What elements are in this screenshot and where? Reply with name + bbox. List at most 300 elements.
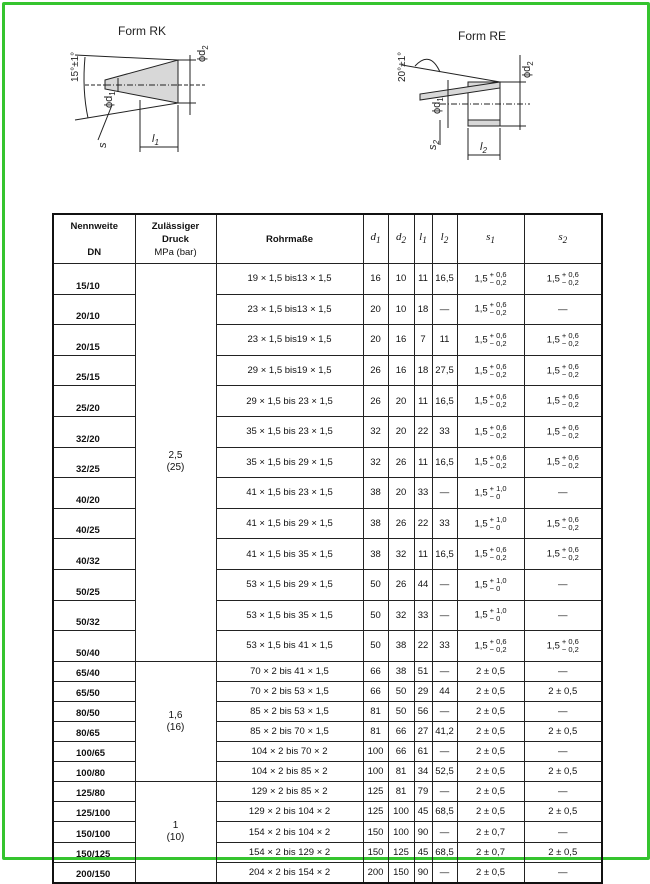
cell-d2: 26: [388, 447, 414, 478]
cell-s2: [524, 539, 602, 570]
cell-rohr: 204 × 2 bis 154 × 2: [216, 862, 363, 883]
s1-tolerance-upper: + 0,6: [489, 361, 507, 371]
cell-s2: [524, 842, 602, 862]
s1-value: 1,5: [474, 365, 488, 377]
dimension-table: [52, 213, 603, 884]
s1-tolerance: [490, 577, 507, 593]
s1-value: 2 ± 0,5: [476, 786, 505, 798]
cell-d2: 16: [388, 355, 414, 386]
s2-tolerance-lower: − 0,2: [561, 430, 579, 440]
cell-l1: 11: [414, 539, 432, 570]
cell-s1: [457, 447, 524, 478]
cell-l2: —: [432, 701, 457, 721]
s1-value: 1,5: [474, 640, 488, 652]
s1-value: 2 ± 0,5: [476, 685, 505, 697]
pressure-bar: (25): [166, 462, 185, 474]
cell-l2: 41,2: [432, 722, 457, 742]
s2-value: 1,5: [546, 426, 560, 438]
cell-dn: 125/80: [53, 782, 135, 802]
s2-value: 2 ± 0,5: [548, 766, 578, 778]
s1-tolerance: [490, 271, 507, 287]
s1-tolerance-upper: + 1,0: [489, 575, 507, 585]
s2-tolerance: [562, 271, 579, 287]
cell-s1: [457, 701, 524, 721]
cell-d1: 20: [363, 325, 388, 356]
cell-d2: 32: [388, 539, 414, 570]
cell-dn: 32/20: [53, 416, 135, 447]
cell-d1: 16: [363, 264, 388, 295]
cell-d2: 125: [388, 842, 414, 862]
cell-rohr: 41 × 1,5 bis 29 × 1,5: [216, 508, 363, 539]
cell-l2: 16,5: [432, 386, 457, 417]
cell-rohr: 104 × 2 bis 85 × 2: [216, 762, 363, 782]
s1-tolerance-upper: + 1,0: [489, 606, 507, 616]
s1-value: 2 ± 0,5: [476, 746, 505, 758]
s2-value: 1,5: [546, 273, 560, 285]
cell-d1: 38: [363, 539, 388, 570]
form-re-d1-label: $\phi d_1$: [431, 97, 445, 114]
s2-tolerance-lower: − 0,2: [561, 277, 579, 287]
cell-d1: 66: [363, 681, 388, 701]
s1-tolerance-lower: − 0,2: [489, 338, 507, 348]
cell-d2: 66: [388, 722, 414, 742]
header-d2: $d_2$: [388, 214, 414, 264]
cell-l1: 18: [414, 355, 432, 386]
cell-s1: [457, 862, 524, 883]
s1-tolerance-lower: − 0,2: [489, 430, 507, 440]
s1-tolerance-upper: + 0,6: [489, 422, 507, 432]
cell-d1: 38: [363, 478, 388, 509]
s2-value: —: [558, 866, 568, 878]
s1-value: 1,5: [474, 273, 488, 285]
cell-s2: [524, 862, 602, 883]
cell-l1: 22: [414, 508, 432, 539]
cell-l2: —: [432, 862, 457, 883]
cell-s1: [457, 478, 524, 509]
table-row: [53, 661, 602, 681]
cell-s1: [457, 539, 524, 570]
cell-d2: 26: [388, 508, 414, 539]
cell-rohr: 41 × 1,5 bis 35 × 1,5: [216, 539, 363, 570]
cell-l1: 7: [414, 325, 432, 356]
cell-l1: 33: [414, 600, 432, 631]
cell-s1: [457, 508, 524, 539]
cell-rohr: 29 × 1,5 bis19 × 1,5: [216, 355, 363, 386]
s2-value: —: [558, 579, 568, 591]
s1-tolerance: [490, 516, 507, 532]
cell-dn: 80/65: [53, 722, 135, 742]
cell-l2: 52,5: [432, 762, 457, 782]
form-rk-s-label: s: [97, 142, 109, 148]
s2-tolerance-upper: + 0,6: [561, 636, 579, 646]
s2-tolerance-upper: + 0,6: [561, 514, 579, 524]
cell-l2: —: [432, 478, 457, 509]
s1-tolerance-upper: + 0,6: [489, 330, 507, 340]
s1-tolerance: [490, 485, 507, 501]
header-pressure: Zulässiger Druck MPa (bar): [135, 214, 216, 264]
s2-tolerance: [562, 424, 579, 440]
s2-value: 1,5: [546, 640, 560, 652]
cell-rohr: 53 × 1,5 bis 35 × 1,5: [216, 600, 363, 631]
s2-tolerance-lower: − 0,2: [561, 338, 579, 348]
cell-dn: 100/65: [53, 742, 135, 762]
cell-dn: 80/50: [53, 701, 135, 721]
cell-d2: 20: [388, 416, 414, 447]
s1-tolerance-upper: + 0,6: [489, 636, 507, 646]
s2-value: —: [558, 487, 568, 499]
cell-d1: 100: [363, 742, 388, 762]
cell-s1: [457, 569, 524, 600]
cell-d1: 125: [363, 802, 388, 822]
cell-s1: [457, 742, 524, 762]
s2-value: 1,5: [546, 395, 560, 407]
cell-l2: 68,5: [432, 842, 457, 862]
cell-d1: 50: [363, 569, 388, 600]
s1-tolerance-lower: − 0,2: [489, 461, 507, 471]
header-s1: $s_1$: [457, 214, 524, 264]
cell-s1: [457, 600, 524, 631]
cell-d2: 20: [388, 478, 414, 509]
cell-s2: [524, 569, 602, 600]
cell-s1: [457, 325, 524, 356]
s1-tolerance-lower: − 0,2: [489, 369, 507, 379]
cell-rohr: 154 × 2 bis 104 × 2: [216, 822, 363, 842]
s1-tolerance: [490, 607, 507, 623]
cell-rohr: 35 × 1,5 bis 23 × 1,5: [216, 416, 363, 447]
cell-s2: [524, 742, 602, 762]
cell-rohr: 29 × 1,5 bis 23 × 1,5: [216, 386, 363, 417]
cell-l2: 68,5: [432, 802, 457, 822]
s1-tolerance-lower: − 0: [489, 583, 501, 593]
cell-dn: 150/125: [53, 842, 135, 862]
s2-value: —: [558, 303, 568, 315]
cell-l2: 44: [432, 681, 457, 701]
cell-rohr: 129 × 2 bis 85 × 2: [216, 782, 363, 802]
cell-l1: 11: [414, 447, 432, 478]
cell-l1: 90: [414, 862, 432, 883]
cell-d1: 26: [363, 355, 388, 386]
s2-value: 1,5: [546, 456, 560, 468]
cell-s1: [457, 416, 524, 447]
cell-s2: [524, 325, 602, 356]
cell-l2: 33: [432, 508, 457, 539]
s1-value: 2 ± 0,5: [476, 766, 505, 778]
cell-s2: [524, 294, 602, 325]
s1-tolerance-upper: + 0,6: [489, 545, 507, 555]
cell-l1: 29: [414, 681, 432, 701]
s2-tolerance-upper: + 0,6: [561, 392, 579, 402]
cell-d2: 81: [388, 762, 414, 782]
cell-s1: [457, 782, 524, 802]
s1-value: 1,5: [474, 456, 488, 468]
cell-d2: 66: [388, 742, 414, 762]
cell-s2: [524, 802, 602, 822]
cell-l1: 44: [414, 569, 432, 600]
cell-s2: [524, 447, 602, 478]
form-rk-angle-label: 15°±1°: [70, 51, 81, 82]
cell-d1: 50: [363, 600, 388, 631]
s1-tolerance: [490, 546, 507, 562]
form-re-s2-label: $s_2$: [427, 140, 441, 150]
cell-s1: [457, 802, 524, 822]
cell-l2: —: [432, 661, 457, 681]
s1-tolerance-lower: − 0: [489, 614, 501, 624]
cell-dn: 40/20: [53, 478, 135, 509]
cell-s2: [524, 478, 602, 509]
pressure-mpa: 2,5: [168, 450, 183, 462]
s1-tolerance-lower: − 0,2: [489, 400, 507, 410]
table-header-row: [53, 214, 602, 264]
cell-l1: 18: [414, 294, 432, 325]
cell-d1: 81: [363, 722, 388, 742]
cell-d2: 100: [388, 822, 414, 842]
form-rk-l1-label: $l_1$: [152, 133, 159, 147]
s2-tolerance: [562, 332, 579, 348]
s2-value: —: [558, 665, 568, 677]
cell-l2: 16,5: [432, 447, 457, 478]
s1-value: 1,5: [474, 609, 488, 621]
cell-l1: 27: [414, 722, 432, 742]
cell-dn: 50/25: [53, 569, 135, 600]
cell-rohr: 129 × 2 bis 104 × 2: [216, 802, 363, 822]
s2-value: —: [558, 705, 568, 717]
cell-rohr: 23 × 1,5 bis13 × 1,5: [216, 294, 363, 325]
table-row: [53, 782, 602, 802]
form-rk-title: Form RK: [118, 24, 166, 38]
s2-tolerance-lower: − 0,2: [561, 522, 579, 532]
form-re-l2-label: $l_2$: [480, 141, 487, 155]
s1-tolerance-upper: + 1,0: [489, 483, 507, 493]
cell-l2: 33: [432, 631, 457, 662]
cell-pressure-group: [135, 661, 216, 782]
s2-value: 2 ± 0,5: [548, 806, 578, 818]
cell-d2: 16: [388, 325, 414, 356]
s2-tolerance-upper: + 0,6: [561, 422, 579, 432]
cell-dn: 65/50: [53, 681, 135, 701]
s2-value: 2 ± 0,5: [548, 846, 578, 858]
cell-l1: 51: [414, 661, 432, 681]
s2-tolerance-upper: + 0,6: [561, 545, 579, 555]
cell-rohr: 53 × 1,5 bis 29 × 1,5: [216, 569, 363, 600]
header-d1: $d_1$: [363, 214, 388, 264]
pressure-mpa: 1: [172, 820, 179, 832]
cell-rohr: 154 × 2 bis 129 × 2: [216, 842, 363, 862]
s1-tolerance: [490, 363, 507, 379]
cell-l2: —: [432, 822, 457, 842]
cell-d2: 10: [388, 294, 414, 325]
s1-value: 1,5: [474, 487, 488, 499]
cell-rohr: 85 × 2 bis 70 × 1,5: [216, 722, 363, 742]
cell-dn: 100/80: [53, 762, 135, 782]
cell-pressure-group: [135, 264, 216, 662]
cell-s1: [457, 842, 524, 862]
s2-tolerance-upper: + 0,6: [561, 453, 579, 463]
cell-rohr: 70 × 2 bis 41 × 1,5: [216, 661, 363, 681]
cell-dn: 40/32: [53, 539, 135, 570]
s2-tolerance-lower: − 0,2: [561, 461, 579, 471]
s2-value: 1,5: [546, 518, 560, 530]
cell-s1: [457, 294, 524, 325]
s1-tolerance-upper: + 1,0: [489, 514, 507, 524]
cell-l2: —: [432, 294, 457, 325]
form-rk-d2-label: $\phi d_2$: [196, 45, 210, 62]
s1-tolerance: [490, 393, 507, 409]
s2-tolerance-upper: + 0,6: [561, 330, 579, 340]
s1-value: 1,5: [474, 395, 488, 407]
form-rk-drawing: [70, 24, 210, 152]
cell-d1: 26: [363, 386, 388, 417]
cell-d2: 26: [388, 569, 414, 600]
s2-tolerance-lower: − 0,2: [561, 553, 579, 563]
cell-l2: 16,5: [432, 264, 457, 295]
cell-l2: —: [432, 782, 457, 802]
cell-l1: 45: [414, 802, 432, 822]
s1-value: 2 ± 0,7: [476, 826, 505, 838]
s2-value: 1,5: [546, 334, 560, 346]
s2-value: —: [558, 609, 568, 621]
s1-value: 1,5: [474, 426, 488, 438]
s1-tolerance-lower: − 0,2: [489, 308, 507, 318]
cell-l2: 33: [432, 416, 457, 447]
header-s2: $s_2$: [524, 214, 602, 264]
header-l1: $l_1$: [414, 214, 432, 264]
cell-s2: [524, 822, 602, 842]
cell-rohr: 23 × 1,5 bis19 × 1,5: [216, 325, 363, 356]
cell-d1: 20: [363, 294, 388, 325]
cell-rohr: 85 × 2 bis 53 × 1,5: [216, 701, 363, 721]
s1-value: 1,5: [474, 548, 488, 560]
cell-rohr: 19 × 1,5 bis13 × 1,5: [216, 264, 363, 295]
s1-tolerance-lower: − 0: [489, 491, 501, 501]
cell-d1: 50: [363, 631, 388, 662]
s1-value: 2 ± 0,5: [476, 665, 505, 677]
cell-d1: 150: [363, 842, 388, 862]
cell-pressure-group: [135, 782, 216, 883]
cell-rohr: 104 × 2 bis 70 × 2: [216, 742, 363, 762]
cell-d2: 38: [388, 661, 414, 681]
cell-s1: [457, 661, 524, 681]
s2-tolerance: [562, 638, 579, 654]
s1-tolerance-lower: − 0,2: [489, 277, 507, 287]
s1-tolerance: [490, 424, 507, 440]
s1-value: 1,5: [474, 579, 488, 591]
s1-value: 1,5: [474, 518, 488, 530]
s1-tolerance: [490, 454, 507, 470]
cell-l1: 11: [414, 386, 432, 417]
cell-l2: 16,5: [432, 539, 457, 570]
cell-s2: [524, 701, 602, 721]
cell-s2: [524, 681, 602, 701]
technical-drawings: [0, 0, 650, 200]
cell-rohr: 41 × 1,5 bis 23 × 1,5: [216, 478, 363, 509]
s2-tolerance-upper: + 0,6: [561, 269, 579, 279]
s1-value: 2 ± 0,5: [476, 806, 505, 818]
cell-d2: 38: [388, 631, 414, 662]
cell-rohr: 35 × 1,5 bis 29 × 1,5: [216, 447, 363, 478]
form-rk-d1-label: $\phi d_1$: [103, 91, 117, 108]
cell-d2: 10: [388, 264, 414, 295]
cell-s1: [457, 386, 524, 417]
cell-l1: 79: [414, 782, 432, 802]
s1-value: 2 ± 0,5: [476, 705, 505, 717]
s2-value: 2 ± 0,5: [548, 726, 578, 738]
s2-value: 2 ± 0,5: [548, 685, 578, 697]
cell-s2: [524, 722, 602, 742]
s2-tolerance: [562, 546, 579, 562]
pressure-bar: (16): [166, 721, 185, 733]
cell-l2: 27,5: [432, 355, 457, 386]
pressure-bar: (10): [166, 832, 185, 844]
cell-d2: 32: [388, 600, 414, 631]
s1-tolerance-upper: + 0,6: [489, 392, 507, 402]
s1-value: 2 ± 0,5: [476, 866, 505, 878]
s1-tolerance-upper: + 0,6: [489, 453, 507, 463]
s1-value: 2 ± 0,7: [476, 846, 505, 858]
cell-l1: 33: [414, 478, 432, 509]
cell-d2: 81: [388, 782, 414, 802]
cell-l2: —: [432, 600, 457, 631]
s2-tolerance-upper: + 0,6: [561, 361, 579, 371]
s2-tolerance: [562, 516, 579, 532]
cell-s1: [457, 631, 524, 662]
s1-tolerance-lower: − 0: [489, 522, 501, 532]
cell-d1: 32: [363, 416, 388, 447]
cell-s2: [524, 386, 602, 417]
cell-rohr: 53 × 1,5 bis 41 × 1,5: [216, 631, 363, 662]
form-re-angle-label: 20°±1°: [397, 51, 408, 82]
s2-value: —: [558, 786, 568, 798]
s1-tolerance-upper: + 0,6: [489, 300, 507, 310]
cell-dn: 15/10: [53, 264, 135, 295]
cell-s1: [457, 722, 524, 742]
s1-tolerance: [490, 301, 507, 317]
cell-s2: [524, 762, 602, 782]
cell-dn: 200/150: [53, 862, 135, 883]
cell-l1: 45: [414, 842, 432, 862]
s1-value: 1,5: [474, 334, 488, 346]
cell-dn: 150/100: [53, 822, 135, 842]
cell-l1: 56: [414, 701, 432, 721]
s1-tolerance: [490, 638, 507, 654]
s2-tolerance: [562, 363, 579, 379]
cell-l1: 61: [414, 742, 432, 762]
cell-s2: [524, 631, 602, 662]
cell-dn: 50/40: [53, 631, 135, 662]
cell-dn: 25/20: [53, 386, 135, 417]
form-re-d2-label: $\phi d_2$: [521, 61, 535, 78]
cell-d2: 20: [388, 386, 414, 417]
header-nennweite: Nennweite DN: [53, 214, 135, 264]
cell-s2: [524, 782, 602, 802]
cell-l1: 22: [414, 416, 432, 447]
s1-value: 2 ± 0,5: [476, 726, 505, 738]
s1-tolerance-lower: − 0,2: [489, 553, 507, 563]
s1-tolerance-lower: − 0,2: [489, 644, 507, 654]
table-row: [53, 264, 602, 295]
cell-s2: [524, 416, 602, 447]
s2-tolerance: [562, 454, 579, 470]
s1-value: 1,5: [474, 303, 488, 315]
cell-s2: [524, 600, 602, 631]
form-re-drawing: [397, 29, 535, 160]
cell-l1: 34: [414, 762, 432, 782]
s2-value: —: [558, 826, 568, 838]
s1-tolerance-upper: + 0,6: [489, 269, 507, 279]
cell-s1: [457, 355, 524, 386]
s1-tolerance: [490, 332, 507, 348]
cell-dn: 20/15: [53, 325, 135, 356]
cell-d2: 50: [388, 701, 414, 721]
